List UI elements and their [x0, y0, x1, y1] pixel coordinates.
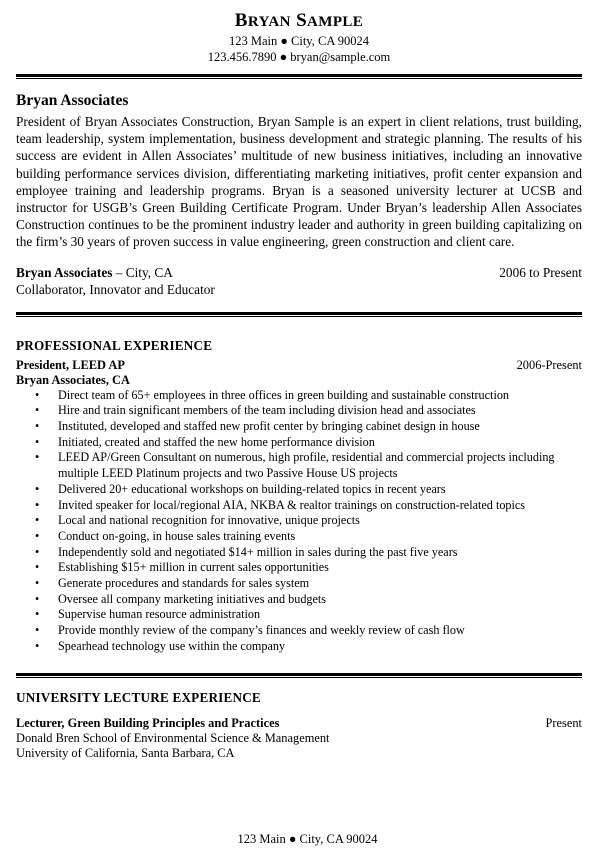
lecture-dates: Present [545, 715, 582, 730]
job-title: President, LEED AP [16, 357, 125, 372]
bullet-dot-icon: • [35, 403, 40, 418]
job-bullet-text: Local and national recognition for innovative, unique projects [58, 513, 360, 528]
bullet-dot-icon: • [35, 560, 40, 575]
contact-address: 123 Main ● City, CA 90024 [228, 34, 370, 48]
bullet-dot-icon: • [35, 638, 40, 653]
bullet-dot-icon: • [35, 419, 40, 434]
bullet-dot-icon: • [35, 513, 40, 528]
lecture-title-row [16, 716, 582, 731]
summary-roles: Collaborator, Innovator and Educator [16, 281, 215, 297]
job-bullet-text: LEED AP/Green Consultant on numerous, high profile, residential and commercial projects including multiple LEED Platinum projects and two Passive House US projects [58, 450, 555, 481]
bullet-dot-icon: • [35, 576, 40, 591]
job-bullet-item [16, 529, 582, 545]
job-dates: 2006-Present [516, 357, 582, 372]
job-bullet-text: Initiated, created and staffed the new home performance division [58, 434, 375, 449]
header-divider-thin [16, 78, 582, 79]
job-bullet-item [16, 576, 582, 592]
summary-company-location: Bryan Associates – City, CA [16, 264, 173, 280]
job-bullet-text: Instituted, developed and staffed new profit center by bringing cabinet design in house [58, 419, 480, 434]
job-bullet-item [16, 419, 582, 435]
job-bullet-item [16, 450, 582, 481]
resume-page [16, 10, 582, 762]
job-bullet-item [16, 482, 582, 498]
job-bullet-text: Delivered 20+ educational workshops on building-related topics in recent years [58, 481, 446, 496]
job-bullet-text: Conduct on-going, in house sales training events [58, 528, 296, 543]
job-bullet-item [16, 513, 582, 529]
bullet-dot-icon: • [35, 528, 40, 543]
job-bullet-text: Generate procedures and standards for sales system [58, 576, 310, 591]
bullet-dot-icon: • [35, 544, 40, 559]
job-bullet-list [16, 388, 582, 655]
professional-experience-title: PROFESSIONAL EXPERIENCE [16, 337, 213, 353]
job-bullet-text: Establishing $15+ million in current sales opportunities [58, 560, 329, 575]
job-bullet-item [16, 592, 582, 608]
summary-company-heading: Bryan Associates [16, 92, 129, 109]
candidate-name: BRYAN SAMPLE [234, 10, 364, 31]
job-bullet-text: Invited speaker for local/regional AIA, NKBA & realtor trainings on construction-related topics [58, 497, 526, 512]
job-bullet-item [16, 403, 582, 419]
job-bullet-item [16, 623, 582, 639]
job-bullet-text: Spearhead technology use within the company [58, 638, 286, 653]
section-divider-thick-2 [16, 673, 582, 676]
contact-phone-email: 123.456.7890 ● bryan@sample.com [207, 50, 391, 64]
bullet-dot-icon: • [35, 591, 40, 606]
job-bullet-text: Direct team of 65+ employees in three offices in green building and sustainable construction [58, 387, 510, 402]
bullet-dot-icon: • [35, 387, 40, 402]
bullet-dot-icon: • [35, 607, 40, 622]
lecture-experience-title: UNIVERSITY LECTURE EXPERIENCE [16, 689, 261, 705]
job-bullet-item [16, 545, 582, 561]
summary-paragraph: President of Bryan Associates Construction, Bryan Sample is an expert in client relations, trust building, team leadership, system implementation, business development and strategic planning. The results of his success are evident in Allen Associates’ multitude of new business initiatives, including an innovative building performance services division, differentiating marketing initiatives, profit center expansion and employee training and leadership programs. Bryan is a seasoned university lecturer at UCSB and instructor for USGB’s Green Building Certificate Program. Under Bryan’s leadership Allen Associates Construction continues to be the prominent industry leader and authority in green building capitalizing on the firm’s 30 years of proven success in value engineering, green construction and client care. [16, 114, 582, 250]
footer-address: 123 Main ● City, CA 90024 [237, 832, 378, 846]
job-bullet-item [16, 607, 582, 623]
job-bullet-text: Provide monthly review of the company’s finances and weekly review of cash flow [58, 623, 465, 638]
job-bullet-item [16, 560, 582, 576]
job-employer: Bryan Associates, CA [16, 372, 130, 387]
bullet-dot-icon: • [35, 450, 40, 465]
job-bullet-text: Supervise human resource administration [58, 607, 261, 622]
summary-dates: 2006 to Present [499, 264, 582, 280]
lecture-title: Lecturer, Green Building Principles and Practices [16, 715, 280, 730]
bullet-dot-icon: • [35, 623, 40, 638]
job-bullet-text: Hire and train significant members of the team including division head and associates [58, 403, 476, 418]
job-bullet-item [16, 435, 582, 451]
bullet-dot-icon: • [35, 481, 40, 496]
job-bullet-text: Oversee all company marketing initiatives and budgets [58, 591, 327, 606]
job-bullet-item [16, 639, 582, 655]
job-bullet-text: Independently sold and negotiated $14+ million in sales during the past five years [58, 544, 458, 559]
bullet-dot-icon: • [35, 434, 40, 449]
job-bullet-item [16, 498, 582, 514]
resume-header [16, 10, 582, 65]
lecture-school: Donald Bren School of Environmental Science & Management [16, 730, 330, 745]
section-divider-thick [16, 312, 582, 315]
job-title-row [16, 358, 582, 373]
lecture-university: University of California, Santa Barbara, CA [16, 746, 235, 761]
header-divider-thick [16, 74, 582, 77]
summary-company-row [16, 264, 582, 281]
job-bullet-item [16, 388, 582, 404]
bullet-dot-icon: • [35, 497, 40, 512]
